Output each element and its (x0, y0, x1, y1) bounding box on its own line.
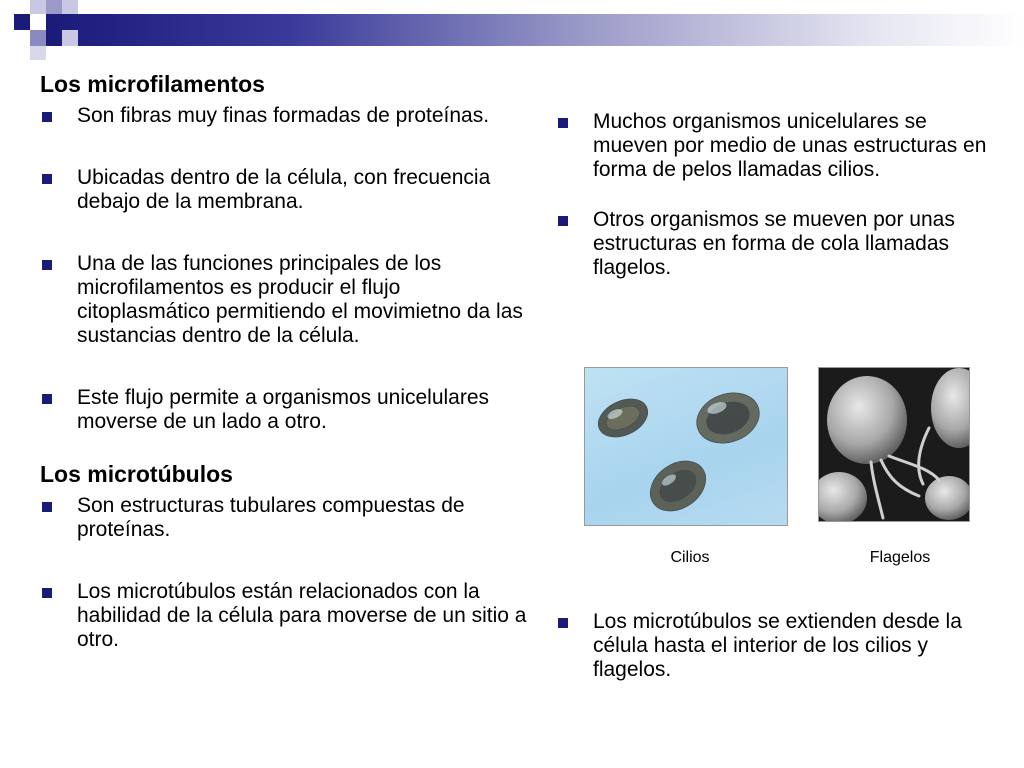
right-bottom-section (556, 610, 996, 720)
bullet-square-icon (558, 118, 568, 128)
list-item-text: Este flujo permite a organismos unicelulares moverse de un lado a otro. (77, 386, 490, 433)
bullet-square-icon (42, 588, 52, 598)
bullet-square-icon (42, 174, 52, 184)
list-item-text: Otros organismos se mueven por unas estructuras en forma de cola llamadas flagelos. (593, 208, 955, 279)
microtubules-list (40, 494, 530, 652)
bullet-square-icon (42, 112, 52, 122)
list-item-text: Una de las funciones principales de los microfilamentos es producir el flujo citoplasmático permitiendo el movimietno da las sustancias dentro de la célula. (77, 252, 523, 347)
list-item-text: Ubicadas dentro de la célula, con frecuencia debajo de la membrana. (77, 166, 491, 213)
section-title-microfilaments: Los microfilamentos (40, 71, 265, 97)
section-title-microtubules: Los microtúbulos (40, 461, 233, 487)
list-item (40, 252, 530, 348)
header-gradient-bar (46, 14, 1024, 46)
bullet-square-icon (42, 260, 52, 270)
header-square (30, 0, 46, 14)
left-column (40, 70, 530, 690)
header-square (46, 0, 62, 14)
locomotion-list (556, 110, 996, 280)
bullet-square-icon (42, 394, 52, 404)
list-item (556, 110, 996, 182)
list-item-text: Son fibras muy finas formadas de proteínas. (77, 104, 490, 127)
right-column (556, 110, 996, 306)
list-item-text: Son estructuras tubulares compuestas de proteínas. (77, 494, 465, 541)
header-square (14, 14, 30, 30)
cilia-micrograph-image (584, 367, 788, 526)
header-square (30, 46, 46, 60)
list-item-text: Los microtúbulos están relacionados con la habilidad de la célula para moverse de un sitio a otro. (77, 580, 527, 651)
flagella-caption: Flagelos (869, 549, 931, 566)
list-item (40, 580, 530, 652)
list-item (556, 610, 996, 682)
list-item (40, 494, 530, 542)
header-square (62, 30, 78, 46)
flagella-micrograph-image (818, 367, 970, 522)
header-square (30, 30, 46, 46)
list-item (40, 166, 530, 214)
bullet-square-icon (558, 216, 568, 226)
list-item (40, 104, 530, 128)
list-item (40, 386, 530, 434)
bullet-square-icon (558, 618, 568, 628)
header-square (62, 0, 78, 14)
list-item (556, 208, 996, 280)
bullet-square-icon (42, 502, 52, 512)
cilia-caption: Cilios (670, 549, 710, 566)
microtubules-extension-list (556, 610, 996, 682)
list-item-text: Muchos organismos unicelulares se mueven por medio de unas estructuras en forma de pelos llamadas cilios. (593, 110, 987, 181)
microfilaments-list (40, 104, 530, 434)
list-item-text: Los microtúbulos se extienden desde la célula hasta el interior de los cilios y flagelos. (593, 610, 962, 681)
